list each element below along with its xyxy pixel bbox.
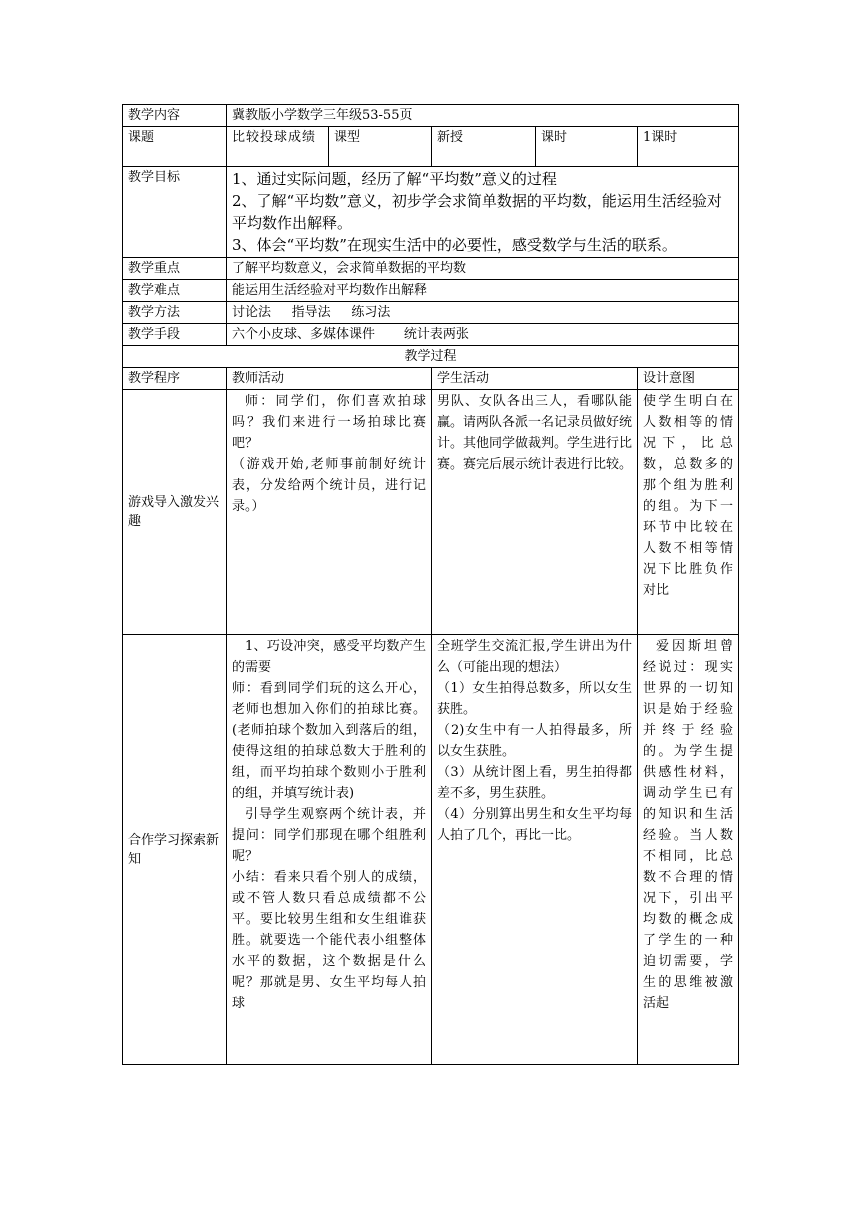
key-point-value: 了解平均数意义，会求简单数据的平均数 bbox=[227, 258, 739, 280]
means-label: 教学手段 bbox=[123, 324, 227, 346]
content-label: 教学内容 bbox=[123, 105, 227, 127]
teacher-paragraph: （游戏开始,老师事前制好统计表，分发给两个统计员，进行记录。） bbox=[232, 457, 426, 514]
topic-label: 课题 bbox=[123, 127, 227, 167]
goal-item: 3、体会“平均数”在现实生活中的必要性，感受数学与生活的联系。 bbox=[232, 236, 677, 254]
process-row bbox=[123, 635, 739, 1065]
means-value: 六个小皮球、多媒体课件 统计表两张 bbox=[227, 324, 739, 346]
teacher-paragraph: 小结：看来只看个别人的成绩，或不管人数只看总成绩都不公平。要比较男生组和女生组谁获胜。就要选一个能代表小组整体水平的数据，这个数据是什么呢？那就是男、女生平均每人拍球 bbox=[232, 870, 426, 1011]
intent-cell: 使学生明白在人数相等的情况下，比总数，总数多的那个组为胜利的组。为下一环节中比较在人数不相等情况下比胜负作对比 bbox=[638, 390, 739, 635]
teacher-paragraph: 1、巧设冲突，感受平均数产生的需要 bbox=[232, 639, 426, 675]
process-header-row bbox=[123, 368, 739, 390]
type-label: 课型 bbox=[329, 127, 432, 167]
content-value: 冀教版小学数学三年级53-55页 bbox=[227, 105, 739, 127]
student-paragraph: 男队、女队各出三人，看哪队能赢。请两队各派一名记录员做好统计。其他同学做裁判。学生进行比赛。赛完后展示统计表进行比较。 bbox=[437, 394, 633, 472]
process-title-row bbox=[123, 346, 739, 368]
column-header-student: 学生活动 bbox=[432, 368, 638, 390]
student-cell bbox=[432, 390, 638, 635]
methods-row bbox=[123, 302, 739, 324]
column-header-intent: 设计意图 bbox=[638, 368, 739, 390]
teacher-cell bbox=[227, 390, 432, 635]
stage-cell: 合作学习探索新知 bbox=[123, 635, 227, 1065]
stage-cell: 游戏导入激发兴趣 bbox=[123, 390, 227, 635]
goals-value bbox=[227, 167, 739, 258]
lesson-plan-table bbox=[122, 104, 739, 1065]
teacher-paragraph: 师：同学们，你们喜欢拍球吗？我们来进行一场拍球比赛吧？ bbox=[232, 394, 426, 451]
period-value: 1课时 bbox=[638, 127, 739, 167]
column-header-teacher: 教师活动 bbox=[227, 368, 432, 390]
student-paragraph: （3）从统计图上看，男生拍得都差不多，男生获胜。 bbox=[437, 765, 632, 801]
student-paragraph: （1）女生拍得总数多，所以女生获胜。 bbox=[437, 681, 632, 717]
difficulty-value: 能运用生活经验对平均数作出解释 bbox=[227, 280, 739, 302]
topic-value: 比较投球成绩 bbox=[227, 127, 329, 167]
key-point-label: 教学重点 bbox=[123, 258, 227, 280]
period-label: 课时 bbox=[536, 127, 638, 167]
process-row bbox=[123, 390, 739, 635]
process-title: 教学过程 bbox=[123, 346, 739, 368]
goals-row bbox=[123, 167, 739, 258]
means-row bbox=[123, 324, 739, 346]
student-paragraph: （2)女生中有一人拍得最多，所以女生获胜。 bbox=[437, 723, 632, 759]
column-header-stage: 教学程序 bbox=[123, 368, 227, 390]
key-point-row bbox=[123, 258, 739, 280]
type-value: 新授 bbox=[432, 127, 536, 167]
teacher-cell bbox=[227, 635, 432, 1065]
intent-cell: 爱因斯坦曾经说过：现实世界的一切知识是始于经验并终于经验的。为学生提供感性材料，调动学生已有的知识和生活经验。当人数不相同，比总数不合理的情况下，引出平均数的概念成了学生的一种迫切需要，学生的思维被激活起 bbox=[638, 635, 739, 1065]
methods-value: 讨论法 指导法 练习法 bbox=[227, 302, 739, 324]
student-paragraph: 全班学生交流汇报,学生讲出为什么（可能出现的想法） bbox=[437, 639, 632, 675]
content-row bbox=[123, 105, 739, 127]
goal-item: 2、了解“平均数”意义，初步学会求简单数据的平均数，能运用生活经验对平均数作出解释。 bbox=[232, 192, 722, 232]
goal-item: 1、通过实际问题，经历了解“平均数”意义的过程 bbox=[232, 170, 557, 188]
difficulty-label: 教学难点 bbox=[123, 280, 227, 302]
teacher-paragraph: 师：看到同学们玩的这么开心，老师也想加入你们的拍球比赛。(老师拍球个数加入到落后的组，使得这组的拍球总数大于胜利的组，而平均拍球个数则小于胜利的组，并填写统计表) bbox=[232, 681, 426, 801]
student-cell bbox=[432, 635, 638, 1065]
topic-row bbox=[123, 127, 739, 167]
student-paragraph: （4）分别算出男生和女生平均每人拍了几个，再比一比。 bbox=[437, 807, 632, 843]
goals-label: 教学目标 bbox=[123, 167, 227, 258]
difficulty-row bbox=[123, 280, 739, 302]
teacher-paragraph: 引导学生观察两个统计表，并提问：同学们那现在哪个组胜利呢？ bbox=[232, 807, 426, 864]
methods-label: 教学方法 bbox=[123, 302, 227, 324]
